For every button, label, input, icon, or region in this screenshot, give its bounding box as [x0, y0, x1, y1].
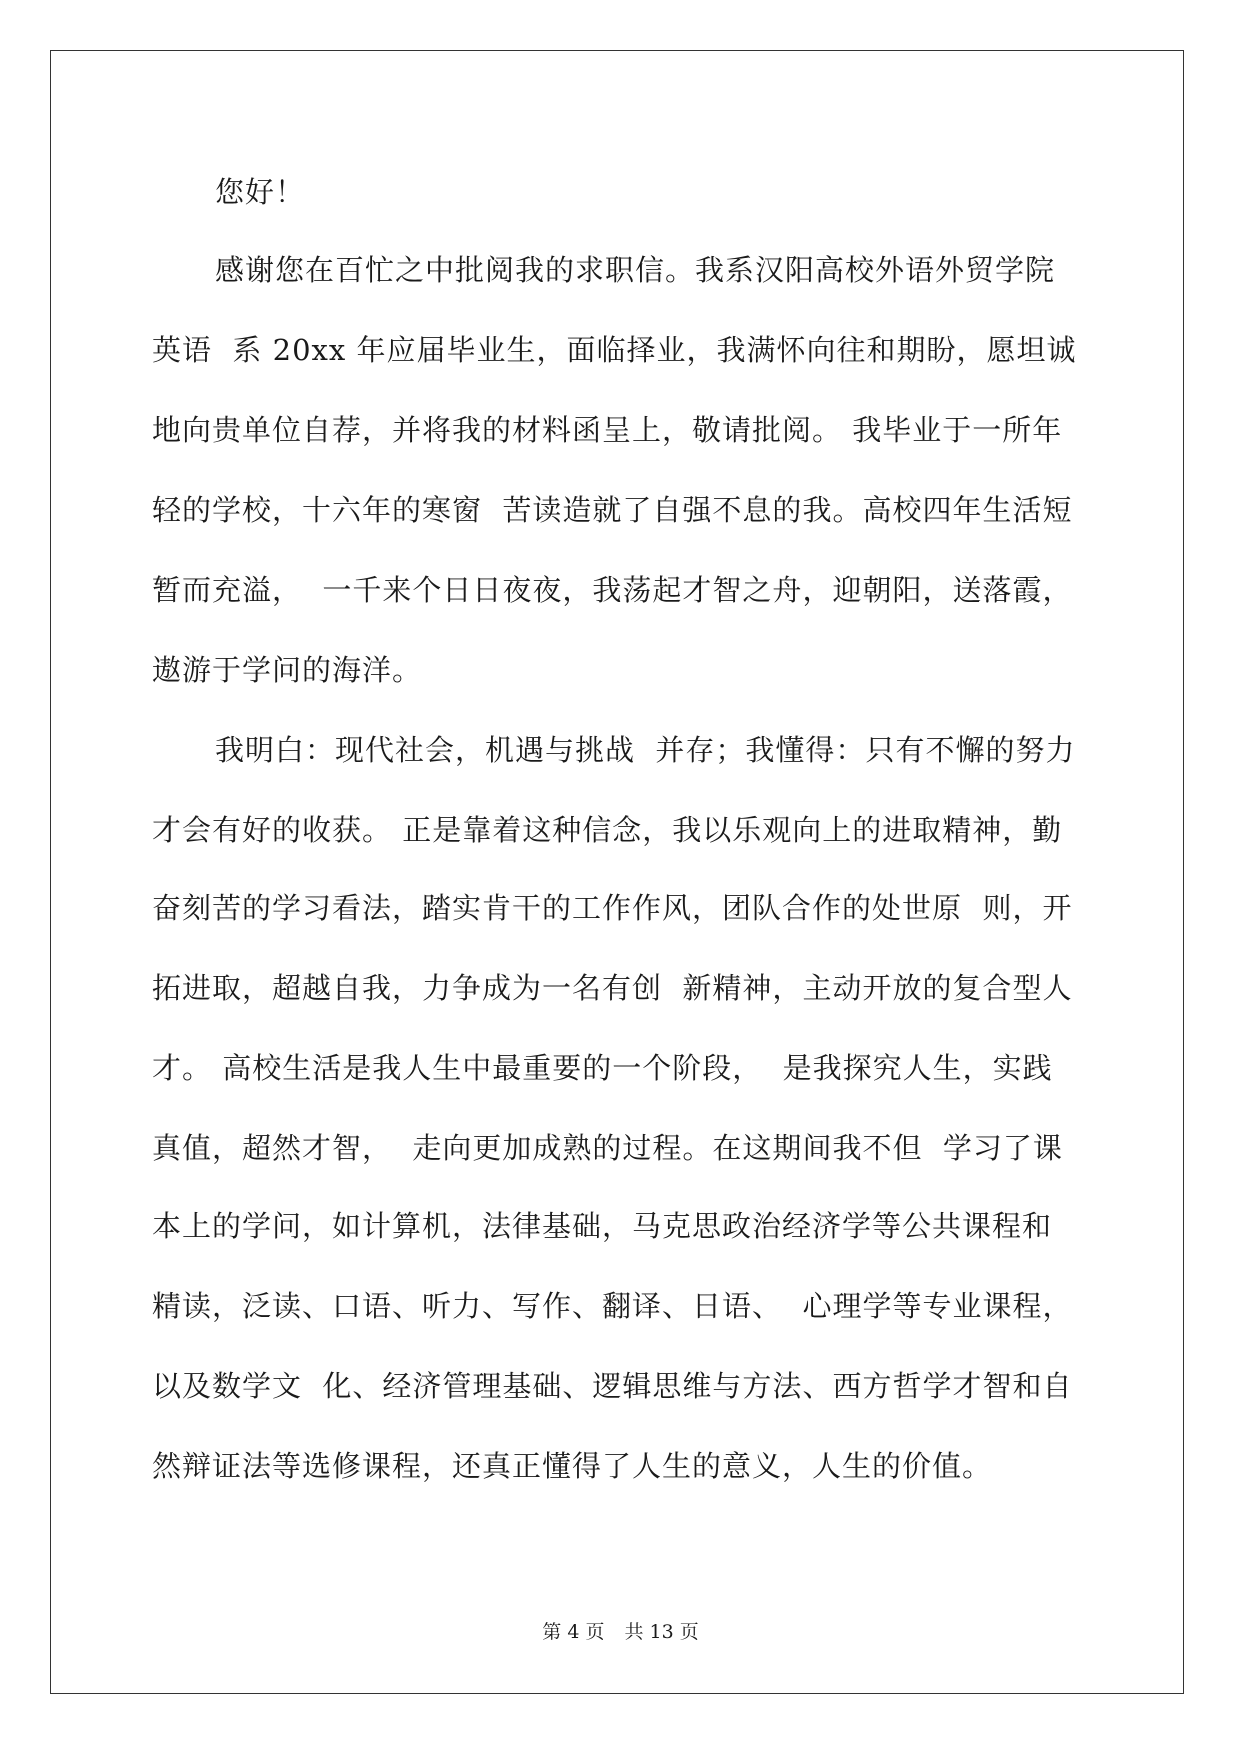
letter-line: 本上的学问，如计算机，法律基础，马克思政治经济学等公共课程和 — [152, 1209, 1053, 1243]
letter-line: 地向贵单位自荐，并将我的材料函呈上，敬请批阅。 我毕业于一所年 — [152, 413, 1063, 447]
letter-line: 遨游于学问的海洋。 — [152, 653, 423, 687]
letter-line: 以及数学文 化、经济管理基础、逻辑思维与方法、西方哲学才智和自 — [152, 1369, 1073, 1403]
letter-line: 暂而充溢， 一千来个日日夜夜，我荡起才智之舟，迎朝阳，送落霞， — [152, 573, 1073, 607]
letter-line: 真值，超然才智， 走向更加成熟的过程。在这期间我不但 学习了课 — [152, 1131, 1063, 1165]
letter-line: 拓进取，超越自我，力争成为一名有创 新精神，主动开放的复合型人 — [152, 971, 1073, 1005]
letter-line: 感谢您在百忙之中批阅我的求职信。我系汉阳高校外语外贸学院 — [215, 253, 1056, 287]
current-page-label: 第 4 页 — [542, 1621, 605, 1643]
letter-line: 才会有好的收获。 正是靠着这种信念，我以乐观向上的进取精神，勤 — [152, 813, 1063, 847]
letter-line: 奋刻苦的学习看法，踏实肯干的工作作风，团队合作的处世原 则，开 — [152, 891, 1073, 925]
letter-line: 我明白：现代社会，机遇与挑战 并存；我懂得：只有不懈的努力 — [215, 733, 1076, 767]
letter-line: 才。 高校生活是我人生中最重要的一个阶段， 是我探究人生，实践 — [152, 1051, 1053, 1085]
letter-line: 然辩证法等选修课程，还真正懂得了人生的意义，人生的价值。 — [152, 1449, 993, 1483]
page-number — [0, 1620, 1241, 1644]
letter-line: 精读，泛读、口语、听力、写作、翻译、日语、 心理学等专业课程， — [152, 1289, 1073, 1323]
letter-line: 英语 系 20xx 年应届毕业生，面临择业，我满怀向往和期盼，愿坦诚 — [152, 333, 1077, 367]
greeting: 您好！ — [215, 175, 306, 209]
total-pages-label: 共 13 页 — [624, 1621, 699, 1643]
letter-line: 轻的学校，十六年的寒窗 苦读造就了自强不息的我。高校四年生活短 — [152, 493, 1073, 527]
